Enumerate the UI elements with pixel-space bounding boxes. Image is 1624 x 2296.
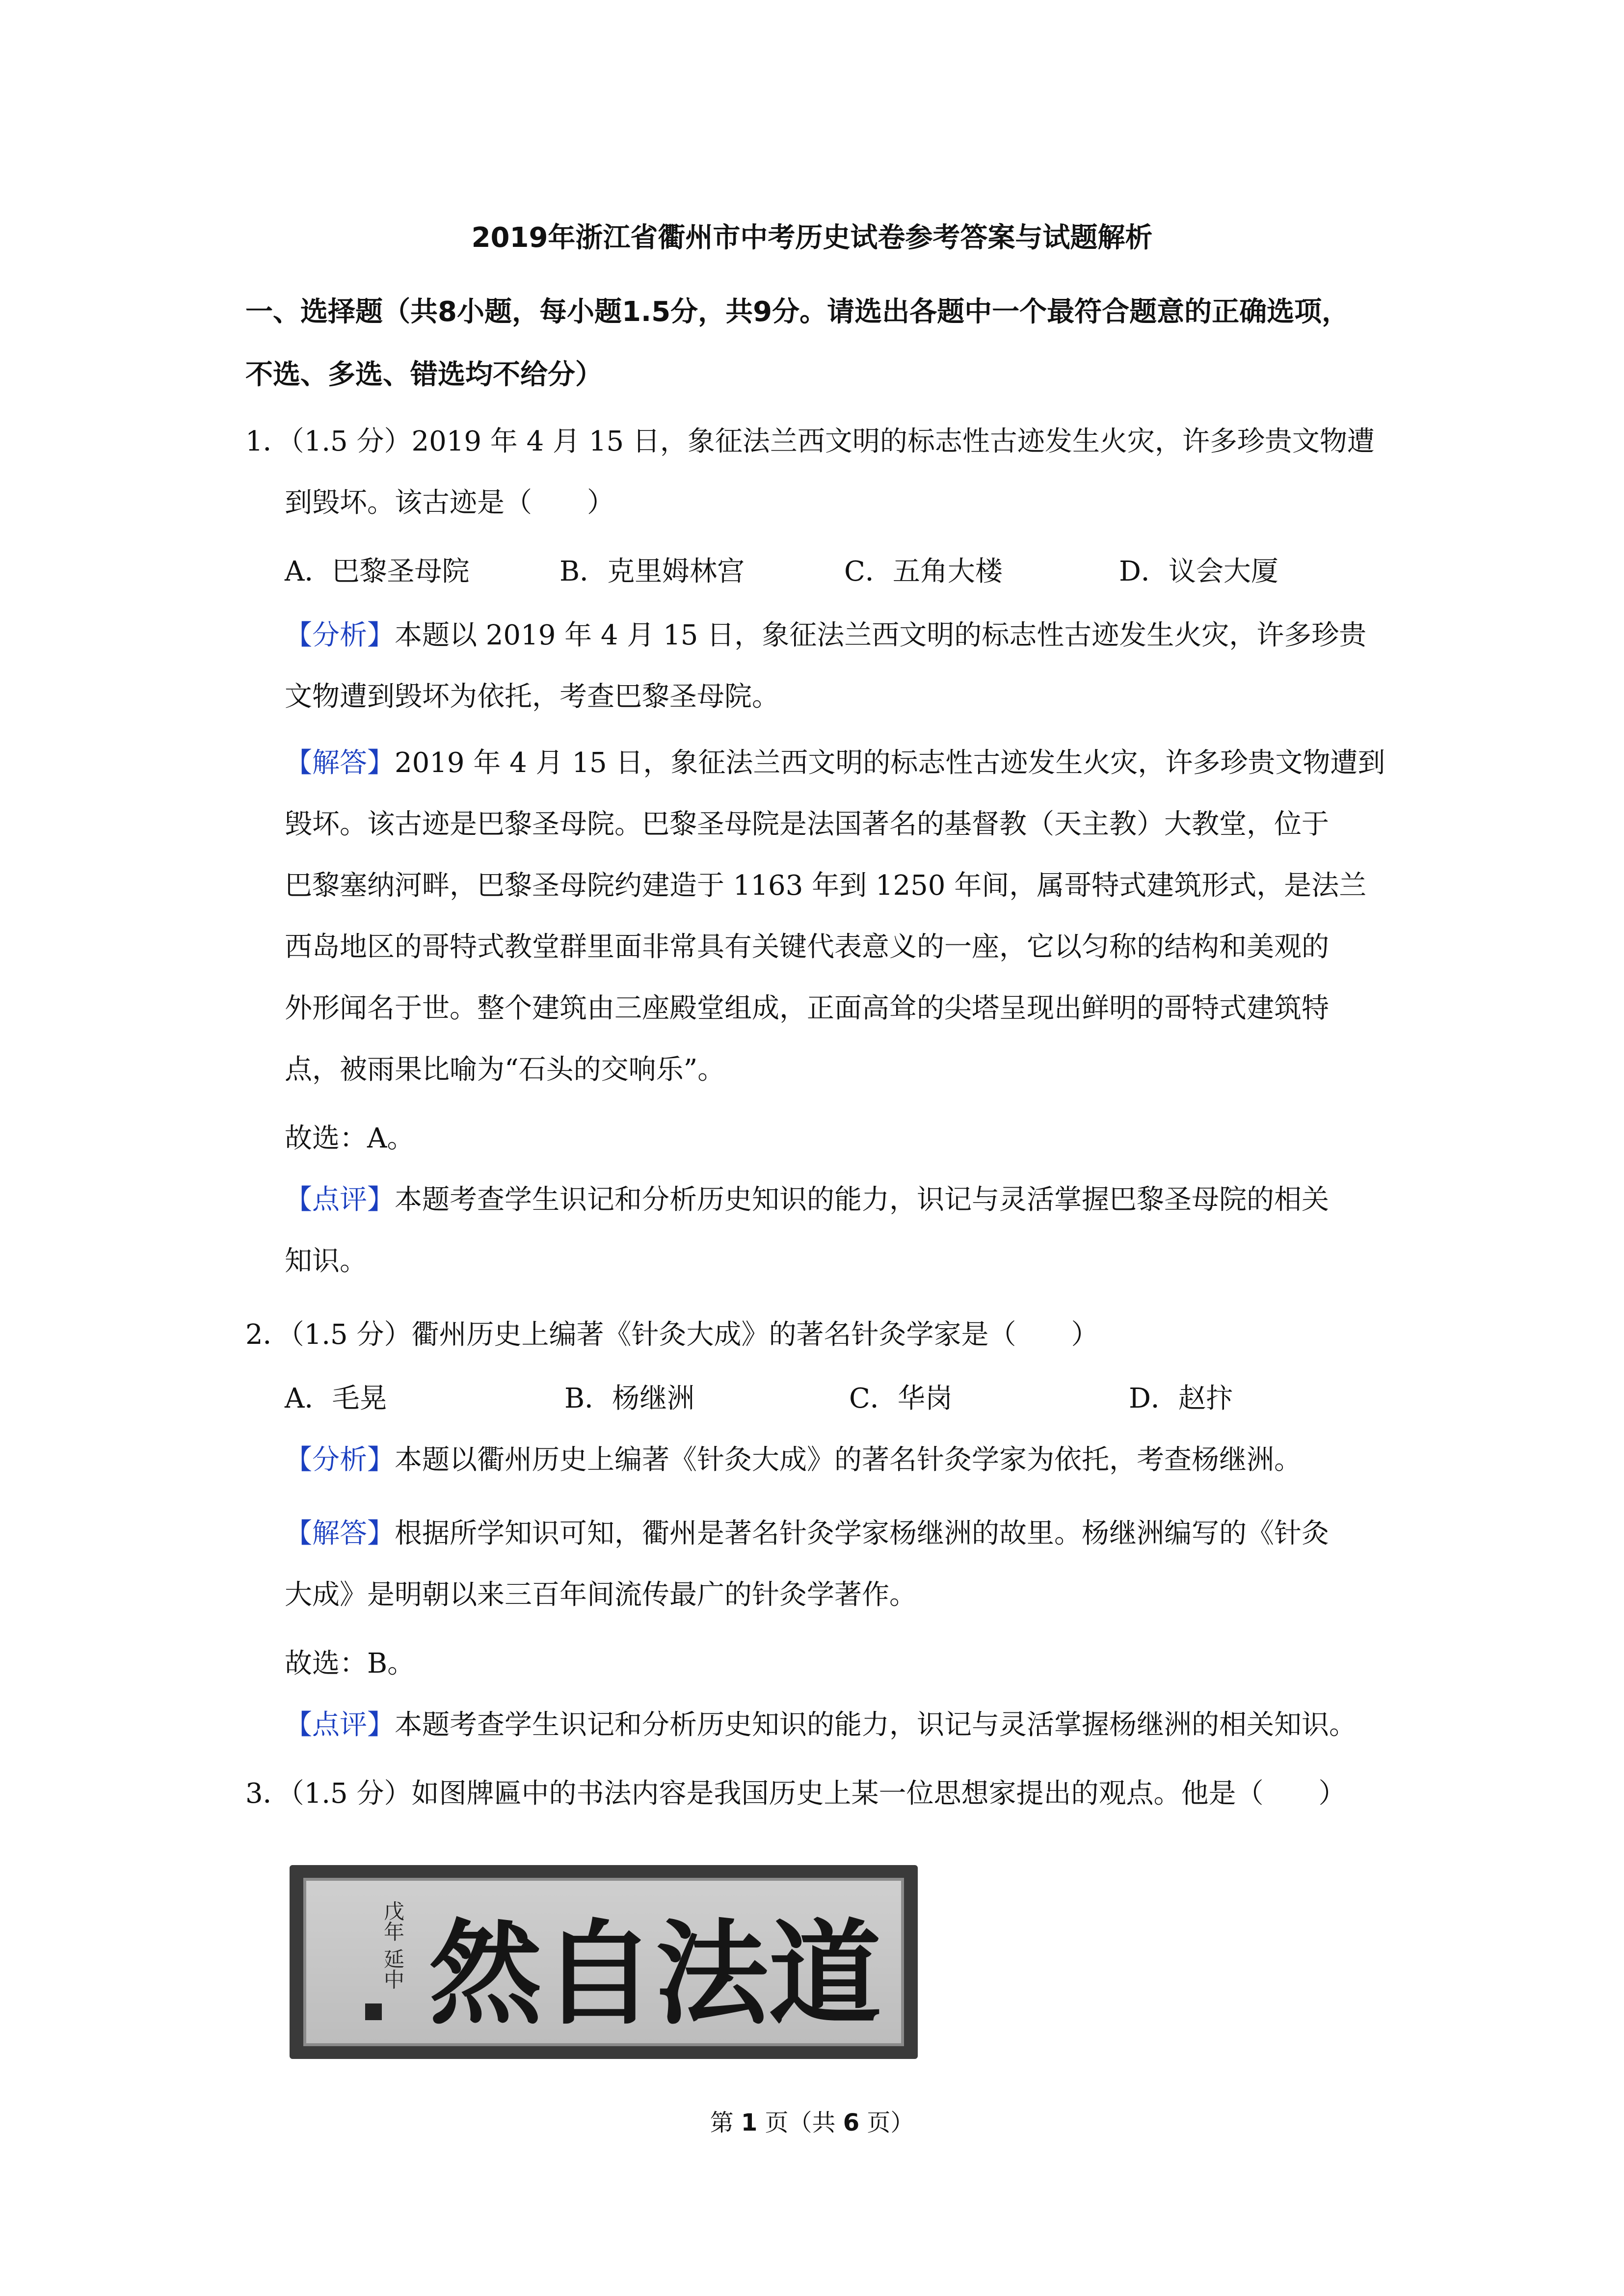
q1-answer-line-6: 点，被雨果比喻为“石头的交响乐”。 [285, 1054, 725, 1086]
q3-stem: 3．（1.5 分）如图牌匾中的书法内容是我国历史上某一位思想家提出的观点。他是（ ） [245, 1778, 1346, 1810]
plaque-calligraphy [429, 1900, 881, 2040]
section-heading-line-1: 一、选择题（共8小题，每小题1.5分，共9分。请选出各题中一个最符合题意的正确选项， [245, 296, 1350, 328]
q1-comment-line-2: 知识。 [285, 1245, 367, 1277]
q1-option-d: D．议会大厦 [1119, 556, 1278, 587]
page-number: 1 [741, 2109, 758, 2136]
q2-analysis: 【分析】本题以衢州历史上编著《针灸大成》的著名针灸学家为依托，考查杨继洲。 [285, 1444, 1302, 1476]
plaque-char-4: 道 [768, 1908, 881, 2040]
plaque-char-2: 自 [542, 1908, 655, 2040]
document-title: 2019年浙江省衢州市中考历史试卷参考答案与试题解析 [471, 222, 1153, 254]
q2-option-d: D．赵抃 [1129, 1383, 1233, 1415]
q1-choice: 故选：A。 [285, 1122, 415, 1154]
q2-choice: 故选：B。 [285, 1648, 415, 1680]
comment-tag: 【点评】 [285, 1184, 395, 1216]
q2-answer-line-2: 大成》是明朝以来三百年间流传最广的针灸学著作。 [285, 1579, 917, 1611]
q1-answer-line-3: 巴黎塞纳河畔，巴黎圣母院约建造于 1163 年到 1250 年间，属哥特式建筑形式，是法兰 [285, 870, 1367, 902]
q1-analysis-line-1: 【分析】本题以 2019 年 4 月 15 日，象征法兰西文明的标志性古迹发生火灾，许多珍贵 [285, 619, 1367, 651]
calligraphy-plaque-image [290, 1865, 918, 2059]
seal-stamp-icon [365, 2003, 382, 2020]
q2-comment: 【点评】本题考查学生识记和分析历史知识的能力，识记与灵活掌握杨继洲的相关知识。 [285, 1709, 1357, 1741]
q1-stem-line-2: 到毁坏。该古迹是（ ） [285, 487, 614, 519]
q1-comment-line-1: 【点评】本题考查学生识记和分析历史知识的能力，识记与灵活掌握巴黎圣母院的相关 [285, 1184, 1329, 1216]
q1-answer-line-5: 外形闻名于世。整个建筑由三座殿堂组成，正面高耸的尖塔呈现出鲜明的哥特式建筑特 [285, 992, 1329, 1024]
q1-answer-line-1: 【解答】2019 年 4 月 15 日，象征法兰西文明的标志性古迹发生火灾，许多珍贵文物遭到 [285, 747, 1385, 779]
q1-option-c: C．五角大楼 [844, 556, 1003, 587]
analysis-tag: 【分析】 [285, 619, 395, 651]
q2-answer-line-1: 【解答】根据所学知识可知，衢州是著名针灸学家杨继洲的故里。杨继洲编写的《针灸 [285, 1518, 1329, 1549]
q1-answer-line-4: 西岛地区的哥特式教堂群里面非常具有关键代表意义的一座，它以匀称的结构和美观的 [285, 931, 1329, 963]
page-total: 6 [843, 2109, 860, 2136]
q1-answer-line-2: 毁坏。该古迹是巴黎圣母院。巴黎圣母院是法国著名的基督教（天主教）大教堂，位于 [285, 808, 1329, 840]
q2-stem: 2．（1.5 分）衢州历史上编著《针灸大成》的著名针灸学家是（ ） [245, 1319, 1099, 1351]
q2-option-a: A．毛晃 [285, 1383, 387, 1415]
page-footer: 第 1 页（共 6 页） [710, 2109, 914, 2136]
plaque-signature: 戊年 延中 [381, 1900, 405, 1990]
q1-option-b: B．克里姆林宫 [559, 556, 745, 587]
q2-option-c: C．华岗 [849, 1383, 953, 1415]
q2-option-b: B．杨继洲 [564, 1383, 695, 1415]
answer-tag: 【解答】 [285, 747, 395, 779]
plaque-panel [303, 1878, 904, 2046]
plaque-char-3: 法 [655, 1908, 769, 2040]
section-heading-line-2: 不选、多选、错选均不给分） [245, 359, 603, 391]
section-heading [245, 281, 1389, 406]
q1-analysis-line-2: 文物遭到毁坏为依托，考查巴黎圣母院。 [285, 681, 779, 713]
q1-stem-line-1: 1．（1.5 分）2019 年 4 月 15 日，象征法兰西文明的标志性古迹发生火灾，许多珍贵文物遭 [245, 426, 1375, 457]
q1-option-a: A．巴黎圣母院 [285, 556, 470, 587]
plaque-char-1: 然 [429, 1908, 542, 2040]
